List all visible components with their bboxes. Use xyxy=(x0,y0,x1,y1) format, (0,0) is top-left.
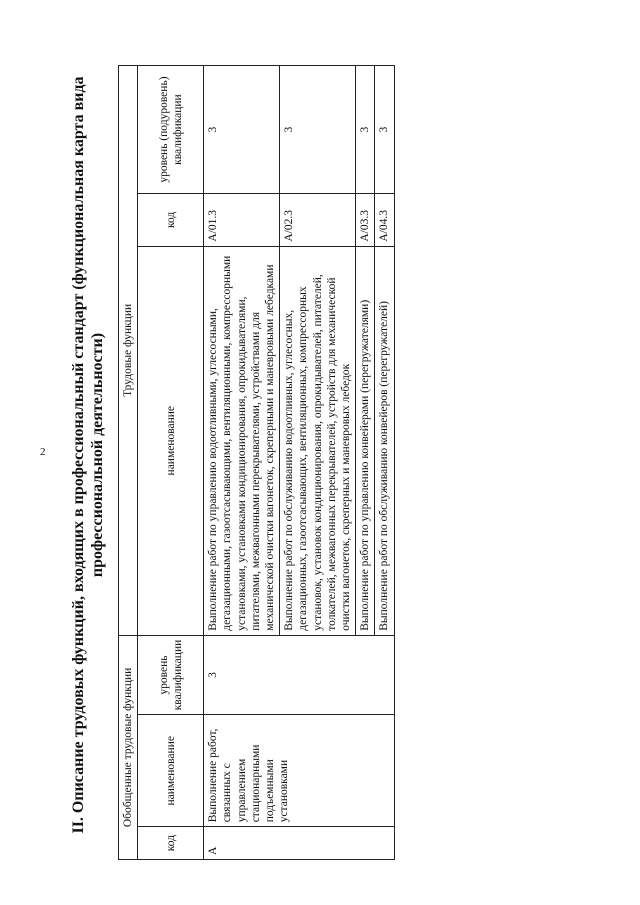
header-lf-name: наименование xyxy=(138,246,204,635)
lf-name: Выполнение работ по управлению конвейерами (перегружателями) xyxy=(356,246,375,635)
lf-code: A/03.3 xyxy=(356,194,375,247)
header-labor-functions: Трудовые функции xyxy=(119,66,138,636)
lf-level: 3 xyxy=(204,66,280,194)
section-title xyxy=(69,65,107,845)
header-lf-level: уровень (подуровень) квалификации xyxy=(138,66,204,194)
header-code: код xyxy=(138,827,204,860)
lf-code: A/04.3 xyxy=(375,194,394,247)
header-generalized: Обобщенные трудовые функции xyxy=(119,635,138,859)
header-qual-level: уровень квалификации xyxy=(138,635,204,715)
lf-code: A/02.3 xyxy=(280,194,356,247)
functions-table xyxy=(118,65,395,860)
title-line-1: II. Описание трудовых функций, входящих в профессиональный стандарт (функциональная карта вида xyxy=(70,76,87,834)
lf-name: Выполнение работ по управлению водоотливными, углесосными, дегазационными, газоотсасывающими, вентиляционными, компрессорными установками, установками кондиционирования, опрокидывателями, питателями, межвагонными перекрывателями, устройствами для механической очистки вагонеток, скреперными и маневровыми лебедками xyxy=(204,246,280,635)
title-line-2: профессиональной деятельности) xyxy=(89,332,106,578)
lf-level: 3 xyxy=(280,66,356,194)
lf-name: Выполнение работ по обслуживанию водоотливных, углесосных, дегазационных, газоотсасывающих, вентиляционных, компрессорных установок, установок кондиционирования, опрокидывателей, питателей, толкателей, межвагонных перекрывателей, устройств для механической очистки вагонеток, скреперных и маневровых лебедок xyxy=(280,246,356,635)
header-row-2 xyxy=(138,66,204,860)
gf-name: Выполнение работ, связанных с управлением стационарными подъемными установками xyxy=(204,715,394,827)
lf-name: Выполнение работ по обслуживанию конвейеров (перегружателей) xyxy=(375,246,394,635)
lf-level: 3 xyxy=(375,66,394,194)
header-name: наименование xyxy=(138,715,204,827)
gf-code: A xyxy=(204,827,394,860)
lf-code: A/01.3 xyxy=(204,194,280,247)
header-lf-code: код xyxy=(138,194,204,247)
page-number: 2 xyxy=(40,446,46,458)
table-row xyxy=(204,66,280,860)
gf-level: 3 xyxy=(204,635,394,715)
header-row-1 xyxy=(119,66,138,860)
lf-level: 3 xyxy=(356,66,375,194)
